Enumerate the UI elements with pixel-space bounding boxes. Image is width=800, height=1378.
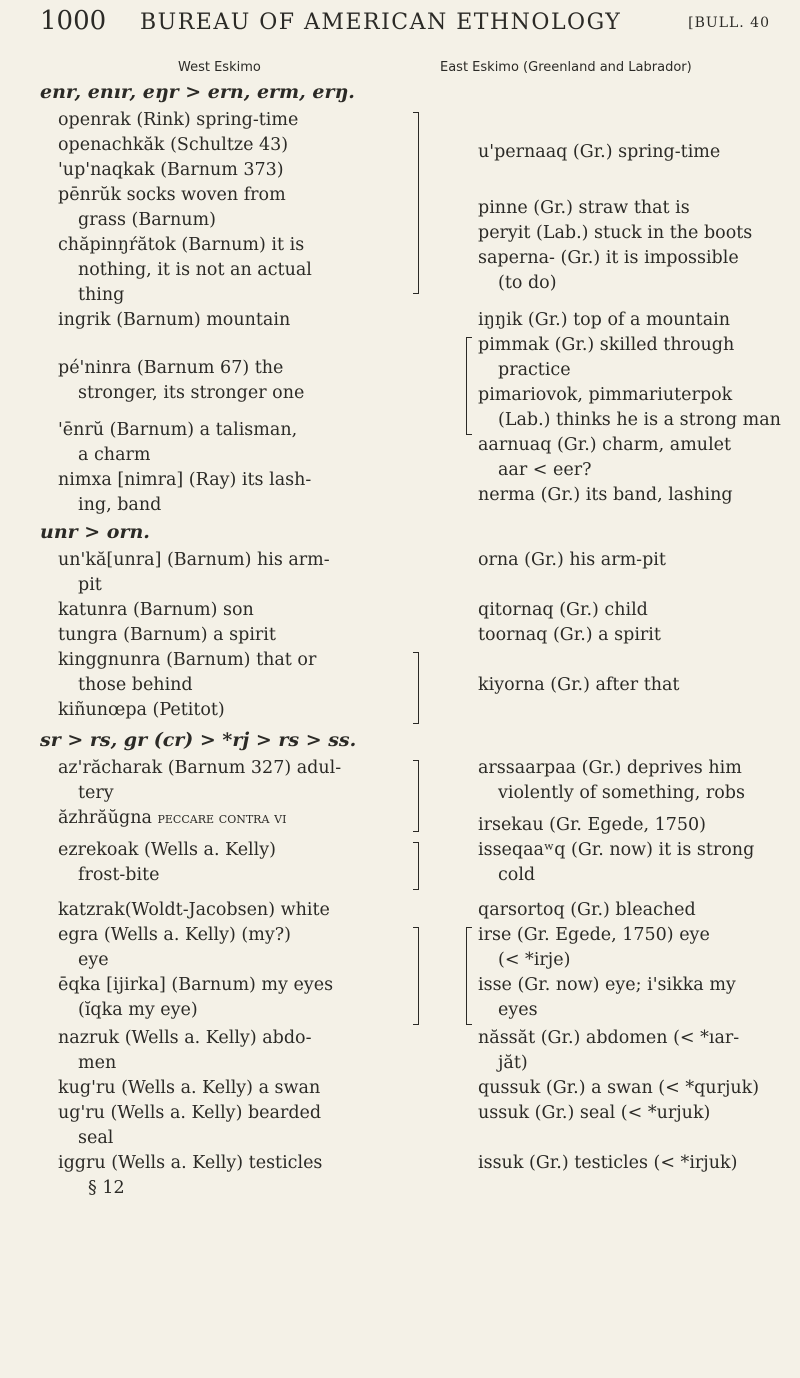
column-heading-west: West Eskimo	[178, 60, 261, 75]
word-form: ēqka	[58, 975, 101, 995]
gloss-text: (Gr.) his arm-pit	[518, 550, 666, 570]
gloss-text: a charm	[78, 445, 151, 465]
east-entry-line	[498, 1051, 528, 1076]
word-form: pinne	[478, 198, 528, 218]
word-form: ijirka	[113, 975, 160, 995]
east-entry-line	[478, 623, 661, 648]
west-entry-line	[58, 973, 333, 998]
word-form: pé'ninra	[58, 358, 132, 378]
west-entry-line	[58, 623, 276, 648]
east-entry-line	[498, 458, 591, 483]
west-entry-line	[78, 781, 114, 806]
gloss-text: (Wells a. Kelly) bearded	[104, 1103, 322, 1123]
west-entry-line	[58, 806, 286, 831]
gloss-text: (Wells a. Kelly) (my?)	[98, 925, 291, 945]
east-entry-line	[478, 221, 752, 246]
west-entry-line	[58, 468, 311, 493]
gloss-text: (Gr.) seal (< *	[529, 1103, 657, 1123]
gloss-text: ,	[577, 385, 589, 405]
bracket-spring-time	[413, 112, 419, 294]
west-entry-line	[78, 948, 109, 973]
west-entry-line	[58, 1151, 322, 1176]
word-form: ezrekoak	[58, 840, 139, 860]
gloss-text: (Gr.) skilled through	[549, 335, 735, 355]
gloss-text: (Wells a. Kelly) testicles	[105, 1153, 323, 1173]
word-form: kiyorna	[478, 675, 545, 695]
gloss-text: eye	[78, 950, 109, 970]
gloss-text: practice	[498, 360, 571, 380]
word-form: saperna-	[478, 248, 555, 268]
west-entry-line	[58, 548, 330, 573]
west-entry-line	[58, 183, 286, 208]
gloss-text: ] (Ray) its lash-	[176, 470, 312, 490]
east-entry-line	[478, 673, 679, 698]
gloss-text: cold	[498, 865, 536, 885]
gloss-text: (Gr.) it is impossible	[554, 248, 739, 268]
gloss-text: (Gr.) charm, amulet	[551, 435, 732, 455]
gloss-text: (Gr.) its band, lashing	[535, 485, 733, 505]
gloss-text: [	[106, 550, 114, 570]
word-form: pēnrŭk	[58, 185, 122, 205]
gloss-text: (Rink) spring-time	[130, 110, 299, 130]
west-entry-line	[58, 1076, 320, 1101]
gloss-text: (Lab.) thinks he is a strong man	[498, 410, 781, 430]
east-entry-line	[478, 898, 696, 923]
west-entry-line	[78, 1051, 116, 1076]
word-form: qitornaq	[478, 600, 554, 620]
west-entry-line	[78, 258, 312, 283]
gloss-text: [	[100, 975, 113, 995]
west-entry-line	[78, 381, 304, 406]
gloss-text: ʷq (Gr. now) it is strong	[543, 840, 755, 860]
gloss-text: (Gr.) deprives him	[576, 758, 742, 778]
west-entry-line	[78, 998, 198, 1023]
east-entry-line	[478, 548, 666, 573]
gloss-text: (Barnum) son	[127, 600, 254, 620]
west-entry-line	[58, 308, 290, 333]
west-entry-line	[58, 133, 288, 158]
gloss-text: ] (Barnum) my eyes	[159, 975, 334, 995]
running-title: BUREAU OF AMERICAN ETHNOLOGY	[140, 10, 622, 35]
gloss-text: my	[703, 975, 736, 995]
word-form: nazruk	[58, 1028, 120, 1048]
word-form: nerma	[478, 485, 536, 505]
word-form: qussuk	[478, 1078, 541, 1098]
west-entry-line	[78, 208, 216, 233]
word-form: enr, enır, eŋr > ern, erm, erŋ.	[40, 81, 355, 103]
east-entry-line	[498, 408, 781, 433]
word-form: irsekau	[478, 815, 544, 835]
east-entry-line	[478, 1151, 737, 1176]
gloss-text: (Barnum 327) adul-	[162, 758, 342, 778]
gloss-text: tery	[78, 783, 114, 803]
west-entry-line	[58, 418, 297, 443]
gloss-text: (Gr.) a swan (< *	[540, 1078, 695, 1098]
east-entry-line	[498, 863, 535, 888]
gloss-text: (Wells a. Kelly) abdo-	[119, 1028, 312, 1048]
gloss-text: (Petitot)	[146, 700, 225, 720]
word-form: ug'ru	[58, 1103, 105, 1123]
word-form: nimxa	[58, 470, 112, 490]
east-entry-line	[478, 1101, 710, 1126]
word-form: pimmak	[478, 335, 550, 355]
word-form: katzrak	[58, 900, 125, 920]
west-entry-line	[58, 158, 284, 183]
west-entry-line	[88, 1176, 125, 1201]
west-entry-line	[40, 520, 150, 545]
bracket-frost-bite	[413, 842, 419, 890]
word-form: peryit	[478, 223, 531, 243]
word-form: egra	[58, 925, 99, 945]
gloss-text: (Gr.) top of a mountain	[522, 310, 731, 330]
east-entry-line	[478, 246, 739, 271]
word-form: aar < eer?	[498, 460, 592, 480]
west-entry-line	[58, 108, 298, 133]
word-form: qurjuk	[694, 1078, 753, 1098]
gloss-text: (Gr.) bleached	[564, 900, 696, 920]
word-form: iggru	[58, 1153, 106, 1173]
page-header	[40, 6, 770, 46]
east-entry-line	[478, 923, 710, 948]
word-form: unra	[113, 550, 155, 570]
west-entry-line	[78, 863, 160, 888]
east-entry-line	[478, 308, 730, 333]
east-entry-line	[478, 813, 706, 838]
gloss-text: (Wells a. Kelly) a swan	[115, 1078, 321, 1098]
gloss-text: (Gr.) a spirit	[547, 625, 661, 645]
gloss-text: [	[111, 470, 125, 490]
west-entry-line	[58, 356, 283, 381]
word-form: sr > rs, gr (cr) > *rj > rs > ss.	[40, 729, 357, 751]
word-form: orna	[478, 550, 519, 570]
bracket-eye-gr	[466, 927, 472, 1025]
gloss-text: (Barnum 373)	[154, 160, 284, 180]
word-form: arssaarpaa	[478, 758, 577, 778]
bracket-adultery	[413, 760, 419, 832]
gloss-text: men	[78, 1053, 117, 1073]
east-entry-line	[478, 383, 732, 408]
word-form: ingrik	[58, 310, 111, 330]
word-form: jăt	[498, 1053, 521, 1073]
word-form: 'ēnrŭ	[58, 420, 105, 440]
word-form: u'pernaaq	[478, 142, 568, 162]
gloss-text: (Gr.) child	[553, 600, 648, 620]
gloss-text: socks woven from	[121, 185, 286, 205]
west-entry-line	[78, 1126, 113, 1151]
gloss-text: violently of something, robs	[498, 783, 745, 803]
east-entry-line	[478, 838, 754, 863]
east-entry-line	[478, 1026, 739, 1051]
gloss-text: eyes	[498, 1000, 538, 1020]
word-form: ĭqka	[84, 1000, 123, 1020]
gloss-text: thing	[78, 285, 125, 305]
gloss-text: (Gr. now) eye;	[511, 975, 648, 995]
gloss-text: )	[752, 1078, 760, 1098]
gloss-text: (Barnum) a talisman,	[104, 420, 298, 440]
gloss-text: (Barnum) that or	[160, 650, 317, 670]
word-form: năssăt	[478, 1028, 536, 1048]
word-form: 'up'naqkak	[58, 160, 155, 180]
word-form: openachkăk	[58, 135, 165, 155]
west-entry-line	[58, 838, 276, 863]
word-form: qarsortoq	[478, 900, 565, 920]
gloss-text: pit	[78, 575, 102, 595]
gloss-text: (Gr.) straw that is	[527, 198, 690, 218]
gloss-text: ing, band	[78, 495, 162, 515]
word-form: pimariovok	[478, 385, 578, 405]
word-form: urjuk	[656, 1103, 704, 1123]
gloss-text: (Gr.) testicles (< *	[523, 1153, 690, 1173]
word-form: chăpinŋŕătok	[58, 235, 176, 255]
word-form: nimra	[124, 470, 177, 490]
word-form: katunra	[58, 600, 128, 620]
word-form: toornaq	[478, 625, 548, 645]
east-entry-line	[478, 333, 734, 358]
east-entry-line	[498, 948, 570, 973]
word-form: irse	[478, 925, 512, 945]
gloss-text: (Gr. Egede, 1750) eye	[511, 925, 710, 945]
west-entry-line	[58, 648, 316, 673]
west-entry-line	[58, 756, 341, 781]
west-entry-line	[58, 923, 291, 948]
east-entry-line	[478, 1076, 759, 1101]
east-entry-line	[498, 271, 557, 296]
word-form: tungra	[58, 625, 118, 645]
gloss-text: )	[730, 1153, 738, 1173]
west-entry-line	[58, 1101, 321, 1126]
gloss-text: (Gr.) abdomen (< *	[535, 1028, 709, 1048]
word-form: issuk	[478, 1153, 524, 1173]
gloss-text: those behind	[78, 675, 193, 695]
word-form: unr > orn.	[40, 521, 150, 543]
west-entry-line	[58, 898, 330, 923]
gloss-text: )	[563, 950, 571, 970]
word-form: kinggnunra	[58, 650, 161, 670]
word-form: i'sikka	[647, 975, 704, 995]
west-entry-line	[40, 728, 356, 753]
west-entry-line	[40, 80, 355, 105]
word-form: un'kă	[58, 550, 107, 570]
gloss-text: (Barnum) it is	[175, 235, 305, 255]
word-form: irje	[533, 950, 564, 970]
west-entry-line	[78, 573, 102, 598]
bracket-skilled	[466, 337, 472, 435]
gloss-text: )	[703, 1103, 711, 1123]
gloss-text: grass (Barnum)	[78, 210, 216, 230]
east-entry-line	[478, 756, 742, 781]
gloss-text: seal	[78, 1128, 114, 1148]
gloss-text: (to do)	[498, 273, 557, 293]
gloss-text: (Woldt-Jacobsen) white	[124, 900, 330, 920]
word-form: aarnuaq	[478, 435, 552, 455]
bracket-hind	[413, 652, 419, 724]
east-entry-line	[478, 196, 690, 221]
bracket-eye	[413, 927, 419, 1025]
page-number: 1000	[40, 6, 107, 36]
word-form: isse	[478, 975, 512, 995]
gloss-text: ] (Barnum) his arm-	[154, 550, 330, 570]
word-form: kiñunœpa	[58, 700, 147, 720]
gloss-text: (Gr.) spring-time	[567, 142, 721, 162]
word-form: openrak	[58, 110, 131, 130]
east-entry-line	[478, 483, 733, 508]
east-entry-line	[498, 998, 538, 1023]
west-entry-line	[78, 673, 193, 698]
west-entry-line	[78, 443, 150, 468]
gloss-text: (Barnum 67) the	[131, 358, 284, 378]
east-entry-line	[478, 433, 731, 458]
west-entry-line	[78, 283, 124, 308]
word-form: ăzhrăŭgna	[58, 808, 152, 828]
word-form: pimmariuterpok	[588, 385, 733, 405]
east-entry-line	[498, 781, 745, 806]
gloss-text: (< *	[498, 950, 534, 970]
east-entry-line	[478, 973, 736, 998]
west-entry-line	[78, 493, 161, 518]
word-form: iŋŋik	[478, 310, 523, 330]
east-entry-line	[478, 140, 720, 165]
east-entry-line	[498, 358, 571, 383]
west-entry-line	[58, 598, 254, 623]
word-form: ussuk	[478, 1103, 530, 1123]
gloss-text: (Barnum) a spirit	[117, 625, 276, 645]
gloss-text: peccare contra vi	[157, 809, 287, 827]
west-entry-line	[58, 233, 304, 258]
gloss-text: frost-bite	[78, 865, 160, 885]
gloss-text: (Barnum) mountain	[110, 310, 291, 330]
bulletin-number: [BULL. 40	[688, 15, 770, 31]
gloss-text: stronger, its stronger one	[78, 383, 305, 403]
gloss-text: § 12	[88, 1178, 125, 1198]
gloss-text: (	[78, 1000, 85, 1020]
word-form: irjuk	[689, 1153, 731, 1173]
gloss-text: (Gr. Egede, 1750)	[543, 815, 706, 835]
gloss-text: )	[520, 1053, 528, 1073]
word-form: kug'ru	[58, 1078, 116, 1098]
word-form: az'răcharak	[58, 758, 163, 778]
gloss-text: (Wells a. Kelly)	[138, 840, 276, 860]
word-form: ıar-	[708, 1028, 740, 1048]
gloss-text: (Lab.) stuck in the boots	[530, 223, 753, 243]
column-heading-east: East Eskimo (Greenland and Labrador)	[440, 60, 692, 75]
gloss-text: (Schultze 43)	[164, 135, 289, 155]
gloss-text: nothing, it is not an actual	[78, 260, 312, 280]
west-entry-line	[58, 1026, 312, 1051]
west-entry-line	[58, 698, 225, 723]
gloss-text: my eye)	[122, 1000, 198, 1020]
gloss-text: (Gr.) after that	[544, 675, 680, 695]
east-entry-line	[478, 598, 648, 623]
word-form: isseqaa	[478, 840, 544, 860]
